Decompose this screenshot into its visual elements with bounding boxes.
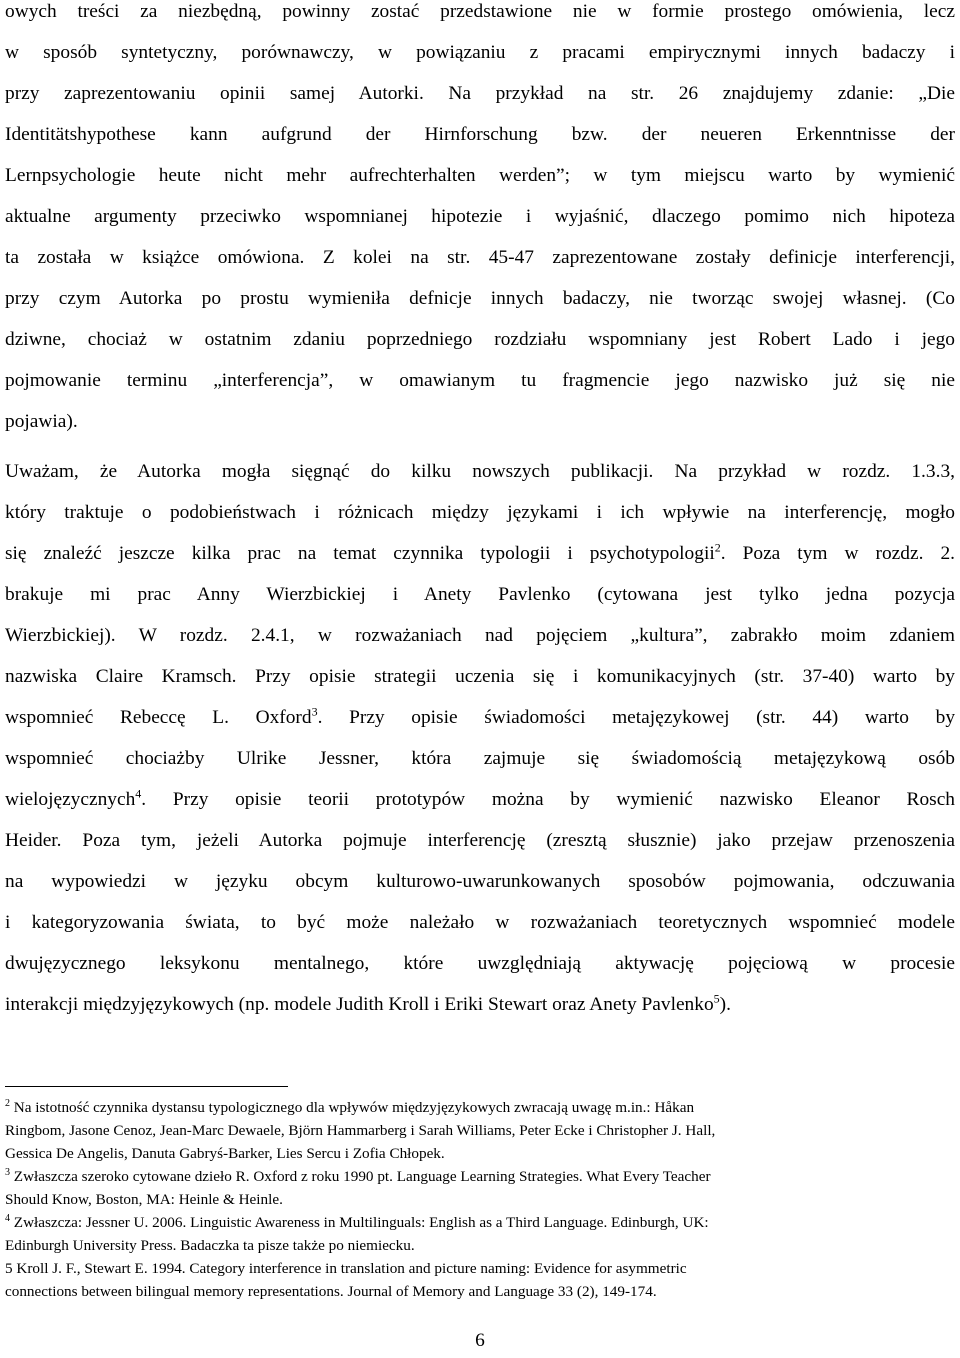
text-line: Heider. Poza tym, jeżeli Autorka pojmuje interferencję (zresztą słusznie) jako przejaw przenoszenia xyxy=(5,830,955,851)
text-segment: wspomnieć Rebeccę L. Oxford xyxy=(5,707,312,728)
text-line: Identitätshypothese kann aufgrund der Hirnforschung bzw. der neueren Erkenntnisse der xyxy=(5,124,955,145)
footnote-ref-3[interactable]: 3 xyxy=(311,704,318,719)
footnote-line xyxy=(5,1211,955,1234)
footnote-ref-4[interactable]: 4 xyxy=(135,786,142,801)
footnote-3 xyxy=(5,1165,955,1211)
footnote-line xyxy=(5,1096,955,1119)
text-line: dziwne, chociaż w ostatnim zdaniu poprzedniego rozdziału wspomniany jest Robert Lado i jego xyxy=(5,329,955,350)
footnote-line: connections between bilingual memory representations. Journal of Memory and Language 33 (2), 149-174. xyxy=(5,1283,657,1300)
text-line xyxy=(5,697,955,738)
text-line: na wypowiedzi w języku obcym kulturowo-uwarunkowanych sposobów pojmowania, odczuwania xyxy=(5,871,955,892)
text-segment: ). xyxy=(719,994,731,1015)
text-line: pojmowanie terminu „interferencja”, w omawianym tu fragmencie jego nazwisko już się nie xyxy=(5,370,955,391)
text-line: dwujęzycznego leksykonu mentalnego, które uwzględniają aktywację pojęciową w procesie xyxy=(5,953,955,974)
footnote-line: 5 Kroll J. F., Stewart E. 1994. Category interference in translation and picture naming: Evidence for asymmetric xyxy=(5,1260,687,1277)
text-line: Uważam, że Autorka mogła sięgnąć do kilku nowszych publikacji. Na przykład w rozdz. 1.3.3, xyxy=(5,461,955,482)
paragraph-2 xyxy=(5,451,955,1025)
footnote-line: Gessica De Angelis, Danuta Gabryś-Barker, Lies Sercu i Zofia Chłopek. xyxy=(5,1145,445,1162)
text-segment: . Przy opisie teorii prototypów można by wymienić nazwisko Eleanor Rosch xyxy=(141,789,955,810)
footnote-ref-5[interactable]: 5 xyxy=(713,991,720,1006)
text-line: i kategoryzowania świata, to być może należało w rozważaniach teoretycznych wspomnieć modele xyxy=(5,912,955,933)
text-line xyxy=(5,779,955,820)
text-segment: . Poza tym w rozdz. 2. xyxy=(720,543,955,564)
text-line xyxy=(5,533,955,574)
text-line xyxy=(5,984,955,1025)
text-segment: . Przy opisie świadomości metajęzykowej (str. 44) warto by xyxy=(317,707,956,728)
footnote-line: Should Know, Boston, MA: Heinle & Heinle. xyxy=(5,1191,283,1208)
text-line: Wierzbickiej). W rozdz. 2.4.1, w rozważaniach nad pojęciem „kultura”, zabrakło moim zdaniem xyxy=(5,625,955,646)
text-line: wspomnieć chociażby Ulrike Jessner, która zajmuje się świadomością metajęzykową osób xyxy=(5,748,955,769)
footnote-text: Na istotność czynnika dystansu typologicznego dla wpływów międzyjęzykowych zwracają uwagę m.in.: Håkan xyxy=(10,1099,695,1116)
text-segment: się znaleźć jeszcze kilka prac na temat czynnika typologii i psychotypologii xyxy=(5,543,715,564)
text-line: pojawia). xyxy=(5,411,78,432)
text-line: który traktuje o podobieństwach i różnicach między językami i ich wpływie na interferencję, mogło xyxy=(5,502,955,523)
text-line: nazwiska Claire Kramsch. Przy opisie strategii uczenia się i komunikacyjnych (str. 37-40) warto by xyxy=(5,666,955,687)
footnote-text: Zwłaszcza: Jessner U. 2006. Linguistic Awareness in Multilinguals: English as a Third Language. Edinburgh, UK: xyxy=(10,1214,709,1231)
footnote-2 xyxy=(5,1096,955,1165)
footnote-mark: 2 xyxy=(5,1097,10,1109)
footnote-text: Zwłaszcza szeroko cytowane dzieło R. Oxford z roku 1990 pt. Language Learning Strategies. What Every Teacher xyxy=(10,1168,711,1185)
footnote-separator xyxy=(5,1086,288,1087)
text-line: owych treści za niezbędną, powinny zostać przedstawione nie w formie prostego omówienia, lecz xyxy=(5,1,955,22)
footnote-mark: 3 xyxy=(5,1166,10,1178)
text-line: Lernpsychologie heute nicht mehr aufrechterhalten werden”; w tym miejscu warto by wymienić xyxy=(5,165,955,186)
text-line: przy czym Autorka po prostu wymieniła defnicje innych badaczy, nie tworząc swojej własnej. (Co xyxy=(5,288,955,309)
footnotes xyxy=(5,1096,955,1303)
text-segment: wielojęzycznych xyxy=(5,789,136,810)
text-line: aktualne argumenty przeciwko wspomnianej hipotezie i wyjaśnić, dlaczego pomimo nich hipoteza xyxy=(5,206,955,227)
footnote-line: Edinburgh University Press. Badaczka ta pisze także po niemiecku. xyxy=(5,1237,415,1254)
document-page xyxy=(5,0,955,1358)
paragraph-1 xyxy=(5,0,955,442)
footnote-ref-2[interactable]: 2 xyxy=(714,540,721,555)
text-segment: interakcji międzyjęzykowych (np. modele Judith Kroll i Eriki Stewart oraz Anety Pavlenko xyxy=(5,994,714,1015)
footnote-mark: 4 xyxy=(5,1212,10,1224)
footnote-5 xyxy=(5,1257,955,1303)
text-line: brakuje mi prac Anny Wierzbickiej i Anety Pavlenko (cytowana jest tylko jedna pozycja xyxy=(5,584,955,605)
footnote-line: Ringbom, Jasone Cenoz, Jean-Marc Dewaele, Björn Hammarberg i Sarah Williams, Peter Ecke i Christopher J. Hall, xyxy=(5,1122,716,1139)
text-line: ta została w książce omówiona. Z kolei na str. 45-47 zaprezentowane zostały definicje interferencji, xyxy=(5,247,955,268)
text-line: przy zaprezentowaniu opinii samej Autorki. Na przykład na str. 26 znajdujemy zdanie: „Die xyxy=(5,83,955,104)
page-number: 6 xyxy=(475,1330,485,1351)
footnote-line xyxy=(5,1165,955,1188)
footnote-4 xyxy=(5,1211,955,1257)
text-line: w sposób syntetyczny, porównawczy, w powiązaniu z pracami empirycznymi innych badaczy i xyxy=(5,42,955,63)
